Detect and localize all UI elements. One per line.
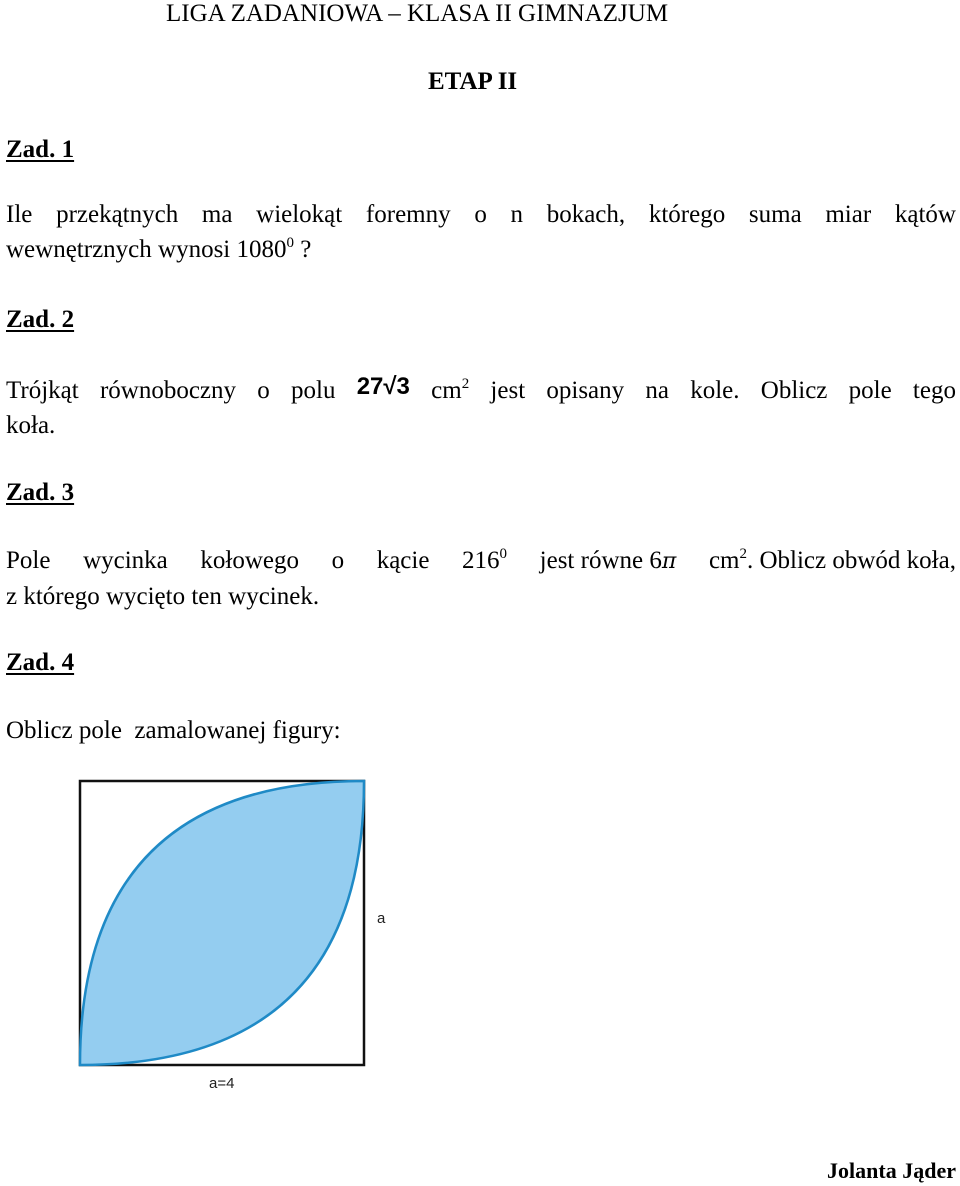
task-2-line-2: koła.	[6, 412, 56, 439]
task-2-heading: Zad. 2	[6, 306, 75, 333]
square-with-lens-diagram	[72, 776, 392, 1096]
task-4-heading: Zad. 4	[6, 649, 75, 676]
task-4-line-1: Oblicz pole zamalowanej figury:	[6, 717, 341, 744]
side-label: a	[377, 910, 386, 927]
document-title: LIGA ZADANIOWA – KLASA II GIMNAZJUM	[166, 0, 669, 27]
task-3-heading: Zad. 3	[6, 479, 75, 506]
lens-figure	[72, 776, 392, 1101]
author-name: Jolanta Jąder	[827, 1158, 956, 1183]
task-3-line-1: Pole wycinka kołowego o kącie $216^0$ jest równe 6π $cm^2$. Oblicz obwód koła,	[6, 546, 956, 574]
stage-heading: ETAP II	[428, 68, 518, 95]
pi-symbol: π	[661, 549, 677, 574]
task-1-line-2: wewnętrznych wynosi 1080$^0$ ?	[6, 235, 312, 263]
task-2-line-1: Trójkąt równoboczny o polu 27√3 $cm^2$ jest opisany na kole. Oblicz pole tego	[6, 373, 956, 404]
task-3-line-2: z którego wycięto ten wycinek.	[6, 583, 320, 610]
task-1-line-1: Ile przekątnych ma wielokąt foremny o n bokach, którego suma miar kątów	[6, 201, 956, 228]
bottom-label: a=4	[209, 1075, 235, 1092]
task-1-heading: Zad. 1	[6, 136, 75, 163]
area-formula-image: 27√3	[356, 373, 410, 400]
